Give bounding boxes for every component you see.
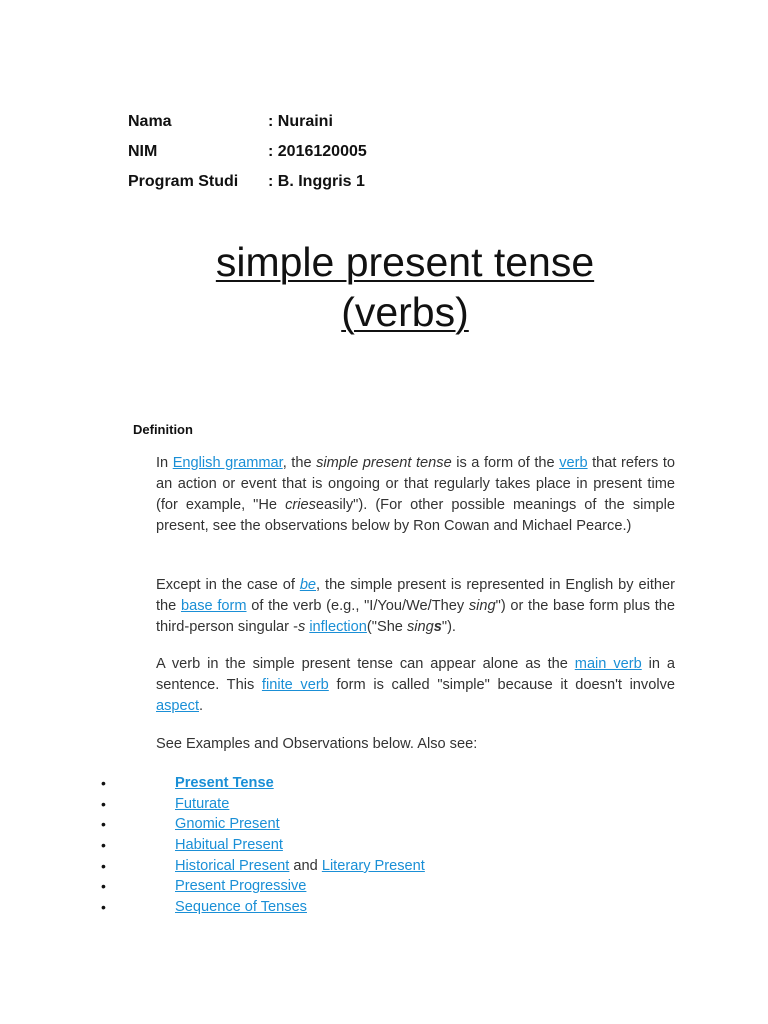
info-label: Nama	[128, 113, 172, 130]
text-span: easily"). (For other possible meanings of the simple present, see the observations below by Ron Cowan and Michael Pearce.)	[156, 497, 675, 534]
emphasis-s: s	[297, 619, 306, 635]
bullet-icon: •	[101, 837, 106, 854]
text-span: ("She	[366, 619, 407, 635]
info-value: : 2016120005	[268, 143, 367, 160]
title-line-1: simple present tense	[215, 239, 595, 285]
paragraph-definition	[156, 453, 675, 537]
emphasis-cries: cries	[285, 497, 316, 513]
text-span: of the verb (e.g., "I/You/We/They	[246, 598, 469, 614]
title-line-2: (verbs)	[341, 289, 469, 335]
link-habitual-present[interactable]: Habitual Present	[175, 837, 283, 854]
info-row-nim	[128, 142, 367, 172]
link-inflection[interactable]: inflection	[309, 619, 367, 635]
link-base-form[interactable]: base form	[180, 598, 247, 614]
link-futurate[interactable]: Futurate	[175, 795, 230, 812]
bullet-icon: •	[101, 878, 106, 895]
text-span: ") or the base form plus the third-person singular -	[156, 598, 676, 635]
link-be[interactable]	[300, 577, 316, 593]
text-span: form is called "simple" because it doesn't involve	[328, 677, 675, 693]
text-span: and	[289, 857, 322, 874]
definition-heading: Definition	[133, 422, 193, 437]
link-finite-verb[interactable]: finite verb	[261, 677, 329, 693]
emphasis-sing: sing	[468, 598, 496, 614]
bullet-icon: •	[101, 795, 106, 812]
text-span: is a form of the	[451, 455, 560, 471]
text-span: A verb in the simple present tense can appear alone as the	[156, 656, 575, 672]
text-span: , the simple present is represented in English by either the	[156, 577, 675, 614]
paragraph-forms	[156, 575, 675, 638]
bullet-icon: •	[101, 816, 106, 833]
link-present-tense[interactable]: Present Tense	[175, 775, 274, 791]
link-present-progressive[interactable]: Present Progressive	[175, 878, 307, 895]
link-gnomic-present[interactable]: Gnomic Present	[175, 816, 280, 833]
text-span: .	[199, 698, 204, 714]
link-verb[interactable]: verb	[559, 455, 588, 471]
text-span: ").	[441, 619, 456, 635]
paragraph-main-verb	[156, 654, 675, 717]
info-value: : B. Inggris 1	[268, 173, 365, 190]
bullet-icon: •	[101, 899, 106, 916]
text-span: that refers to an action or event that is ongoing or that regularly takes place in present time (for example, "He	[156, 455, 675, 513]
student-info	[128, 112, 367, 202]
emphasis-s-bold: s	[433, 619, 442, 635]
page-title	[160, 237, 650, 337]
link-literary-present[interactable]: Literary Present	[321, 857, 425, 874]
emphasis-simple-present-tense: simple present tense	[316, 455, 452, 471]
text-span: in a sentence. This	[156, 656, 676, 693]
bullet-icon: •	[101, 775, 106, 791]
info-label: Program Studi	[128, 173, 239, 190]
link-historical-present[interactable]: Historical Present	[175, 857, 290, 874]
link-main-verb[interactable]: main verb	[574, 656, 642, 672]
text-span: Except in the case of	[156, 577, 300, 593]
info-value: : Nuraini	[268, 113, 333, 130]
emphasis-sing: sing	[406, 619, 434, 635]
info-label: NIM	[128, 143, 158, 160]
paragraph-see-also: See Examples and Observations below. Also see:	[156, 736, 478, 752]
text-span: In	[156, 455, 173, 471]
info-row-program-studi	[128, 172, 367, 202]
info-row-nama	[128, 112, 367, 142]
link-english-grammar[interactable]: English grammar	[172, 455, 283, 471]
text-span: , the	[282, 455, 317, 471]
emphasis-be: be	[299, 577, 317, 593]
bullet-icon: •	[101, 857, 106, 874]
link-sequence-of-tenses[interactable]: Sequence of Tenses	[175, 899, 307, 916]
link-aspect[interactable]: aspect	[156, 698, 199, 714]
